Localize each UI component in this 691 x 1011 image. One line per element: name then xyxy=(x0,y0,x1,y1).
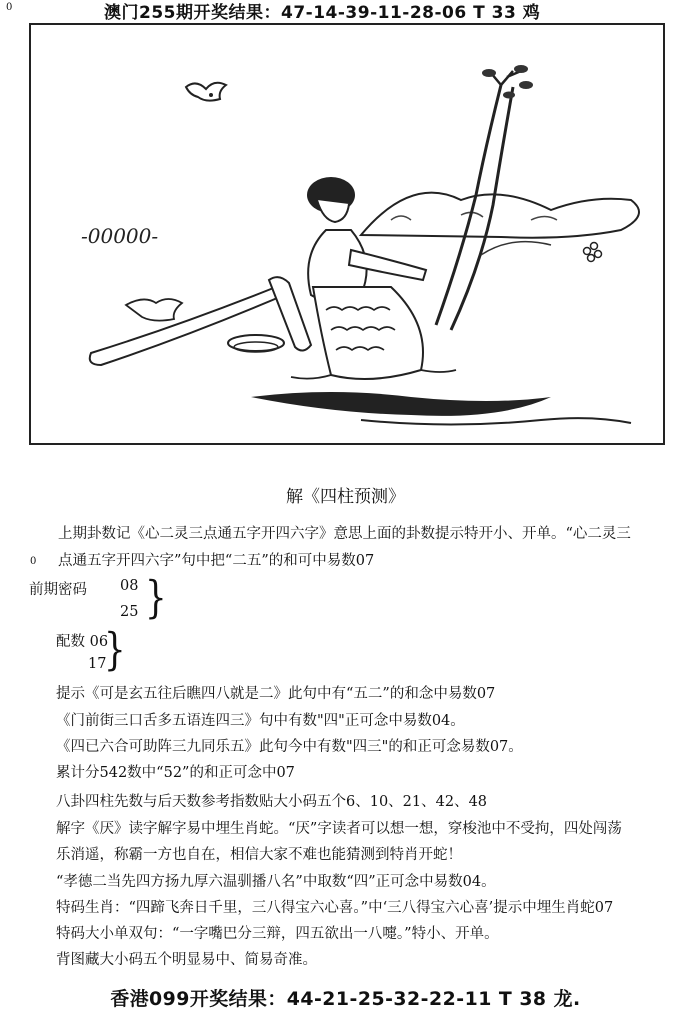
pair-number-line: 配数 06 xyxy=(56,634,109,650)
text-line: “孝德二当先四方扬九厚六温驯播八名”中取数“四”正可念中易数04。 xyxy=(56,874,496,890)
margin-mark: 0 xyxy=(30,556,37,567)
oar-shape xyxy=(90,285,289,365)
corner-mark: 0 xyxy=(6,2,13,13)
text-line: 解字《厌》读字解字易中埋生肖蛇。“厌”字读者可以想一想，穿梭池中不受拘，四处闯荡 xyxy=(56,821,622,837)
water-shadow xyxy=(251,392,551,416)
leaf-shape xyxy=(503,92,515,99)
header-bar xyxy=(0,0,691,22)
ink-illustration xyxy=(31,25,663,443)
pair-number-value: 17 xyxy=(88,656,107,672)
code-value: 08 xyxy=(120,578,139,594)
text-line: 提示《可是玄五往后瞧四八就是二》此句中有“五二”的和念中易数07 xyxy=(56,686,496,702)
right-brace-icon: } xyxy=(145,572,167,624)
text-line: 乐消遥，称霸一方也自在，相信大家不难也能猜测到特肖开蛇！ xyxy=(56,847,462,863)
mountain-shape xyxy=(361,193,639,238)
text-line: 《门前街三口舌多五语连四三》句中有数"四"正可念中易数04。 xyxy=(56,713,465,729)
text-line: 《四已六合可助阵三九同乐五》此句今中有数"四三"的和正可念易数07。 xyxy=(56,739,523,755)
illustration-scribble: -00000- xyxy=(81,224,159,248)
leaf-shape xyxy=(514,65,528,73)
macau-result-line: 澳门255期开奖结果：47-14-39-11-28-06 T 33 鸡 xyxy=(104,3,541,23)
text-line: 上期卦数记《心二灵三点通五字开四六字》意思上面的卦数提示特开小、开单。“心二灵三 xyxy=(58,526,631,542)
label-prev-code: 前期密码 xyxy=(29,582,87,598)
bird-shape xyxy=(186,83,226,101)
illustration-frame xyxy=(29,23,665,445)
text-line: 特码生肖：“四蹄飞奔日千里，三八得宝六心喜。”中‘三八得宝六心喜’提示中埋生肖蛇07 xyxy=(56,900,614,916)
leaf-shape xyxy=(519,81,533,89)
small-bird-shape xyxy=(126,299,182,321)
right-brace-icon: } xyxy=(104,624,126,676)
leaf-shape xyxy=(482,69,496,77)
text-line: 点通五字开四六字”句中把“二五”的和可中易数07 xyxy=(58,553,375,569)
hongkong-result-line: 香港099开奖结果：44-21-25-32-22-11 T 38 龙. xyxy=(110,988,581,1010)
code-value: 25 xyxy=(120,604,139,620)
text-line: 八卦四柱先数与后天数参考指数贴大小码五个6、10、21、42、48 xyxy=(56,794,488,810)
article-title: 解《四柱预测》 xyxy=(286,487,405,507)
text-line: 特码大小单双句：“一字嘴巴分三辩，四五欲出一八嚏。”特小、开单。 xyxy=(56,926,499,942)
flower-shape xyxy=(584,243,602,262)
text-line: 背图藏大小码五个明显易中、简易奇准。 xyxy=(56,952,317,968)
text-line: 累计分542数中“52”的和正可念中07 xyxy=(56,765,295,781)
